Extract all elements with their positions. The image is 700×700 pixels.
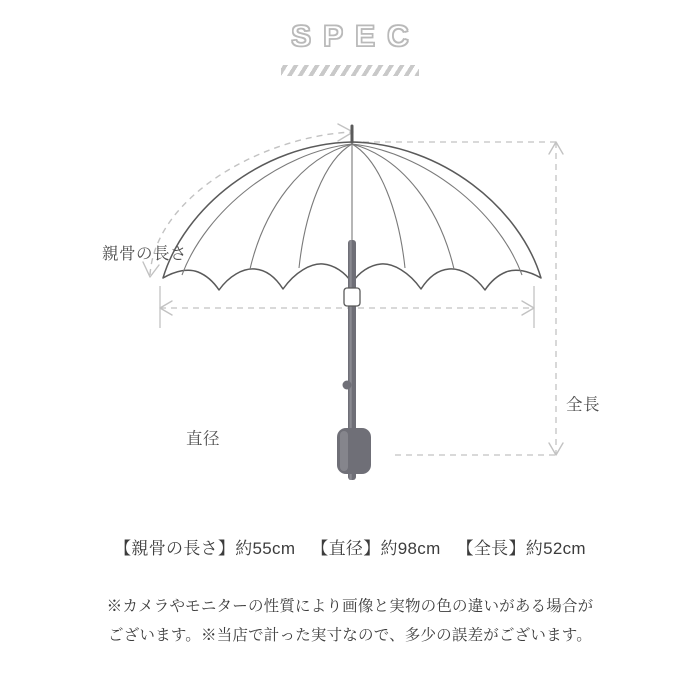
disclaimer-note: [0, 593, 700, 650]
label-diameter: 直径: [186, 430, 220, 448]
umbrella-spec-diagram: [0, 100, 700, 500]
page-title: SPEC: [291, 20, 421, 53]
disclaimer-note-line-2: ございます。※当店で計った実寸なので、多少の誤差がございます。: [108, 626, 592, 644]
label-total-length: 全長: [566, 396, 600, 414]
measure-rib-length: 【親骨の長さ】約55cm: [114, 539, 296, 558]
title-underline-decoration: [281, 65, 419, 76]
disclaimer-note-line-1: ※カメラやモニターの性質により画像と実物の色の違いがある場合が: [106, 598, 594, 615]
umbrella-diagram-svg: [0, 100, 700, 500]
spec-header: [0, 22, 700, 76]
measurement-summary: [0, 534, 700, 559]
measure-total-length: 【全長】約52cm: [456, 539, 586, 558]
label-rib-length: 親骨の長さ: [102, 245, 187, 263]
measure-diameter: 【直径】約98cm: [311, 539, 441, 558]
